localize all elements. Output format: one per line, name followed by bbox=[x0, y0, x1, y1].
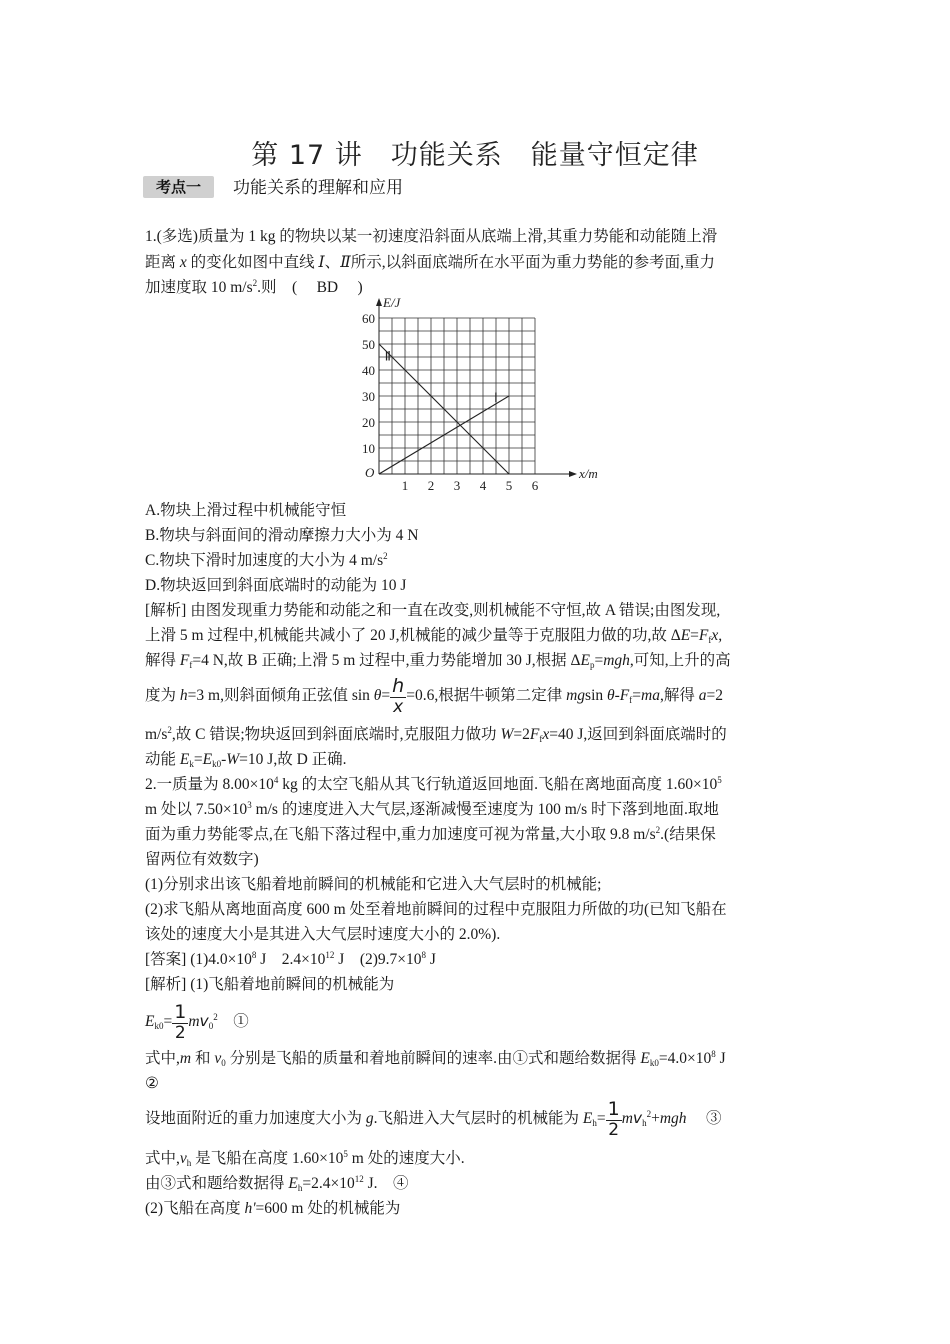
q1-analysis-3: 解得 $F_f=4$ N,故 B 正确;上滑 5 m 过程中,重力势能增加 30 J,根据 $\Delta E_p=mgh$,可知,上升的高 bbox=[145, 652, 731, 670]
chart-grid bbox=[379, 318, 535, 474]
series-label-1: Ⅰ bbox=[494, 389, 498, 405]
y-tick-label: 50 bbox=[362, 337, 375, 352]
y-axis-label: E/J bbox=[383, 295, 401, 310]
x-tick-label: 6 bbox=[531, 478, 539, 493]
q1-option-a: A.物块上滑过程中机械能守恒 bbox=[145, 502, 347, 519]
energy-distance-chart bbox=[355, 293, 598, 493]
q2-analysis-8: (2)飞船在高度 h'=600 m 处的机械能为 bbox=[145, 1200, 401, 1217]
y-tick-label: 10 bbox=[362, 441, 375, 456]
q1-analysis-6: 动能 $E_k=E_{k0}-W=10$ J,故 D 正确. bbox=[145, 751, 347, 769]
y-tick-label: 30 bbox=[362, 389, 375, 404]
one-half-fraction: $\frac{1}{2}$ bbox=[174, 1000, 187, 1043]
y-tick-label: 40 bbox=[362, 363, 375, 378]
q2-analysis-5: 设地面附近的重力加速度大小为 g.飞船进入大气层时的机械能为 $E_h=$ $\frac{1}{2}$ $mv_h^2+mgh$ ③ bbox=[145, 1097, 722, 1140]
y-axis-arrow bbox=[376, 298, 382, 306]
lecture-title: 第 17 讲 功能关系 能量守恒定律 bbox=[251, 140, 699, 171]
x-axis-arrow bbox=[569, 471, 577, 477]
q2-part-1: (1)分别求出该飞船着地前瞬间的机械能和它进入大气层时的机械能; bbox=[145, 876, 602, 893]
chart-ticks bbox=[362, 311, 539, 493]
series-label-2: Ⅱ bbox=[384, 348, 392, 364]
x-tick-label: 1 bbox=[401, 478, 409, 493]
y-tick-label: 20 bbox=[362, 415, 375, 430]
q2-answer: [答案] $(1)4.0\times 10^8$ J $2.4\times 10^{12}$ J $(2)9.7\times 10^8$ J bbox=[145, 950, 436, 968]
q2-analysis-7: 由③式和题给数据得 $E_h=2.4\times 10^{12}$ J. ④ bbox=[145, 1174, 409, 1193]
q1-option-b: B.物块与斜面间的滑动摩擦力大小为 4 N bbox=[145, 527, 419, 544]
x-tick-label: 3 bbox=[453, 478, 461, 493]
q2-equation-1: $E_{k0}=$ $\frac{1}{2}$ $mv_0^2$ ① bbox=[145, 1000, 249, 1043]
q1-line-3: 加速度取 10 $m/s^2$.则 ( BD ) bbox=[145, 278, 363, 296]
q1-analysis-1: [解析] 由图发现重力势能和动能之和一直在改变,则机械能不守恒,故 A 错误;由图发现, bbox=[145, 602, 721, 619]
origin-label: O bbox=[365, 465, 375, 480]
x-tick-label: 2 bbox=[427, 478, 435, 493]
q1-analysis-4: 度为 h=3 m,则斜面倾角正弦值 sin θ= $\frac{h}{x}$ =0.6,根据牛顿第二定律 mgsin $\theta-F_f=ma$,解得 a=2 bbox=[145, 674, 723, 717]
x-axis-label: x/m bbox=[579, 466, 598, 481]
section-badge: 考点一 bbox=[143, 176, 214, 198]
x-tick-label: 5 bbox=[505, 478, 513, 493]
x-tick-label: 4 bbox=[479, 478, 487, 493]
q2-part-2-cont: 该处的速度大小是其进入大气层时速度大小的 2.0%). bbox=[145, 926, 501, 943]
q1-analysis-2: 上滑 5 m 过程中,机械能共减小了 20 J,机械能的减少量等于克服阻力做的功,故 $\Delta E=F_fx$, bbox=[145, 627, 723, 645]
q2-line-3: 面为重力势能零点,在飞船下落过程中,重力加速度可视为常量,大小取 9.8 $m/s^2$.(结果保 bbox=[145, 825, 716, 843]
q1-option-c: C.物块下滑时加速度的大小为 4 $m/s^2$ bbox=[145, 551, 388, 569]
q2-line-1: 2.一质量为 $8.00\times 10^4$ kg 的太空飞船从其飞行轨道返回地面.飞船在离地面高度 $1.60\times 10^5$ bbox=[145, 775, 722, 793]
one-half-fraction-2: $\frac{1}{2}$ bbox=[607, 1097, 620, 1140]
q1-option-d: D.物块返回到斜面底端时的动能为 10 J bbox=[145, 577, 407, 594]
q2-analysis-3: 式中,m 和 $v_0$ 分别是飞船的质量和着地前瞬间的速率.由①式和题给数据得 $E_{k0}=4.0\times 10^8$ J bbox=[145, 1049, 726, 1068]
q1-line-1: 1.(多选)质量为 1 kg 的物块以某一初速度沿斜面从底端上滑,其重力势能和动能随上滑 bbox=[145, 228, 718, 245]
section-title: 功能关系的理解和应用 bbox=[233, 178, 403, 198]
y-tick-label: 60 bbox=[362, 311, 375, 326]
q2-analysis-6: 式中$,v_h$ 是飞船在高度 $1.60\times 10^5$ m 处的速度大小. bbox=[145, 1149, 465, 1168]
q2-line-4: 留两位有效数字) bbox=[145, 851, 259, 868]
chart-axes bbox=[365, 295, 598, 481]
q1-analysis-5: $m/s^2$,故 C 错误;物块返回到斜面底端时,克服阻力做功 $W=2F_fx=40$ J,返回到斜面底端时的 bbox=[145, 725, 727, 744]
q1-line-2: 距离 x 的变化如图中直线 Ⅰ、Ⅱ所示,以斜面底端所在水平面为重力势能的参考面,重力 bbox=[145, 254, 715, 271]
q2-part-2: (2)求飞船从离地面高度 600 m 处至着地前瞬间的过程中克服阻力所做的功(已知飞船在 bbox=[145, 901, 727, 918]
q2-analysis-4: ② bbox=[145, 1075, 159, 1092]
h-over-x-fraction: $\frac{h}{x}$ bbox=[392, 674, 405, 717]
q2-analysis-1: [解析] (1)飞船着地前瞬间的机械能为 bbox=[145, 976, 395, 993]
q2-line-2: m 处以 $7.50\times 10^3$ m/s 的速度进入大气层,逐渐减慢至速度为 100 m/s 时下落到地面.取地 bbox=[145, 800, 719, 818]
